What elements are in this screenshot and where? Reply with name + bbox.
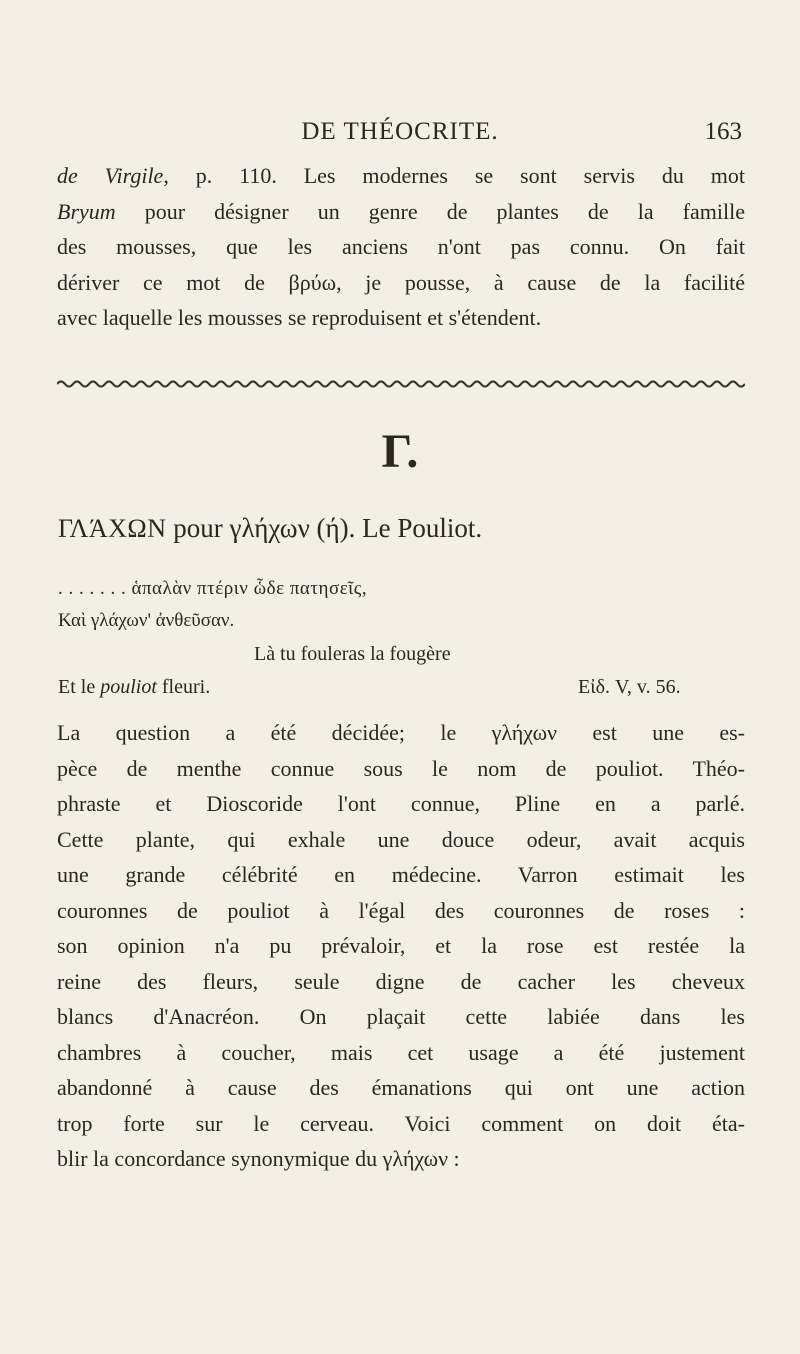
book-page: DE THÉOCRITE. 163 de Virgile, p. 110. Les modernes se sont servis du mot Bryum pour désigner un genre de plantes de la famille des mousses, que les anciens n'ont pas connu. On fait dériver ce mot de βρύω, je pousse, à cause de la facilité avec laquelle les mousses se reproduisent et s'étendent. Γ. ΓΛΆΧΩΝ pour γλήχων (ή). Le Pouliot. . . . . . . . ἁπαλὰν πτέριν ὧδε πατησεῖς, Καὶ γλάχων' ἀνθεῦσαν. Là tu fouleras la fougère Et le pouliot fleuri. Εἰδ. V, v. 56. La question a été décidée; le γλήχων est une es- pèce de menthe connue sous le nom de pouliot. Théo- phraste et Dioscoride l'ont connue, Pline en a parlé. Cette plante, qui exhale une douce odeur, avait acquis une grande célébrité en médecine. Varron estimait les couronnes de pouliot à l'égal des couronnes de roses : son opinion n'a pu prévaloir, et la rose est restée la reine des fleurs, seule digne de cacher les cheveux blancs d'Anacréon. On plaçait cette labiée dans les chambres à coucher, mais cet usage a été justement abandonné à cause des émanations qui ont une action trop forte sur le cerveau. Voici comment on doit éta- blir la concordance synonymique du γλήχων : [0, 0, 800, 1354]
intro-line: dériver ce mot de βρύω, je pousse, à cause de la facilité [57, 269, 745, 295]
ornament-divider [57, 378, 745, 390]
intro-line: avec laquelle les mousses se reproduisent et s'étendent. [57, 305, 542, 330]
body-line: couronnes de pouliot à l'égal des couronnes de roses : [57, 897, 745, 923]
page-number: 163 [704, 118, 742, 145]
intro-line: de Virgile, p. 110. Les modernes se sont servis du mot [57, 163, 745, 188]
genus-name: Bryum [57, 198, 116, 224]
verse-reference: Εἰδ. V, v. 56. [578, 676, 681, 698]
body-line: chambres à coucher, mais cet usage a été justement [57, 1039, 745, 1065]
body-line: pèce de menthe connue sous le nom de pouliot. Théo- [57, 755, 745, 781]
body-line: abandonné à cause des émanations qui ont une action [57, 1075, 745, 1100]
intro-line: des mousses, que les anciens n'ont pas connu. On fait [57, 234, 745, 259]
body-line: Cette plante, qui exhale une douce odeur, avait acquis [57, 826, 745, 852]
verse-french-line-1: Là tu fouleras la fougère [254, 643, 451, 665]
body-line: blir la concordance synonymique du γλήχων : [57, 1146, 460, 1171]
running-title: DE THÉOCRITE. [301, 118, 499, 145]
body-line: blancs d'Anacréon. On plaçait cette labiée dans les [57, 1004, 745, 1029]
body-line: une grande célébrité en médecine. Varron estimait les [57, 862, 745, 887]
body-line: son opinion n'a pu prévaloir, et la rose est restée la [57, 933, 745, 958]
body-line: phraste et Dioscoride l'ont connue, Pline en a parlé. [57, 791, 745, 816]
body-line: reine des fleurs, seule digne de cacher les cheveux [57, 968, 745, 994]
heading-rest: pour γλήχων (ή). Le Pouliot. [166, 513, 483, 543]
body-line: La question a été décidée; le γλήχων est une es- [57, 720, 745, 745]
heading-greek-caps: ΓΛΆΧΩΝ [58, 514, 167, 543]
section-letter: Γ. [381, 425, 419, 478]
entry-heading [58, 513, 748, 544]
page-header [0, 118, 800, 154]
intro-line: Bryum pour désigner un genre de plantes de la famille [57, 198, 745, 224]
intro-paragraph [57, 158, 745, 336]
body-paragraph [57, 715, 745, 1177]
body-line: trop forte sur le cerveau. Voici comment on doit éta- [57, 1110, 745, 1136]
pouliot-italic: pouliot [100, 676, 157, 698]
verse-french-line-2: Et le pouliot fleuri. Εἰδ. V, v. 56. [58, 676, 681, 698]
verse-greek-line-2: Καὶ γλάχων' ἀνθεῦσαν. [58, 610, 235, 631]
citation-title: de Virgile [57, 163, 164, 188]
